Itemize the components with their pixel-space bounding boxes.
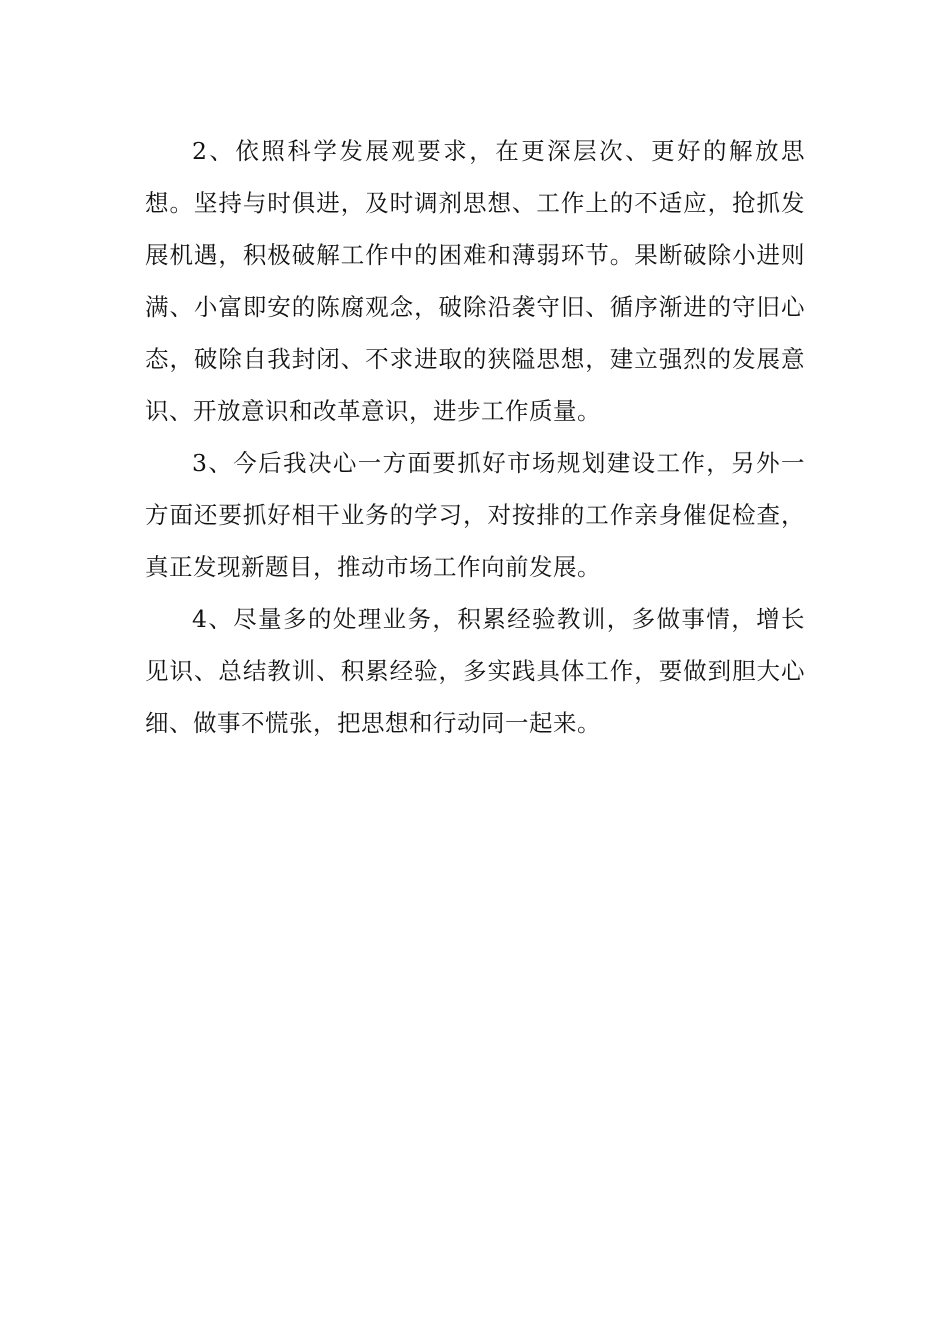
paragraph-4: 4、尽量多的处理业务，积累经验教训，多做事情，增长见识、总结教训、积累经验，多实践具体工作，要做到胆大心细、做事不慌张，把思想和行动同一起来。 <box>145 605 805 737</box>
paragraph-3: 3、今后我决心一方面要抓好市场规划建设工作，另外一方面还要抓好相干业务的学习，对按排的工作亲身催促检查，真正发现新题目，推动市场工作向前发展。 <box>145 449 805 581</box>
paragraph-2: 2、依照科学发展观要求，在更深层次、更好的解放思想。坚持与时俱进，及时调剂思想、工作上的不适应，抢抓发展机遇，积极破解工作中的困难和薄弱环节。果断破除小进则满、小富即安的陈腐观念，破除沿袭守旧、循序渐进的守旧心态，破除自我封闭、不求进取的狭隘思想，建立强烈的发展意识、开放意识和改革意识，进步工作质量。 <box>145 137 805 425</box>
document-body <box>145 125 805 749</box>
